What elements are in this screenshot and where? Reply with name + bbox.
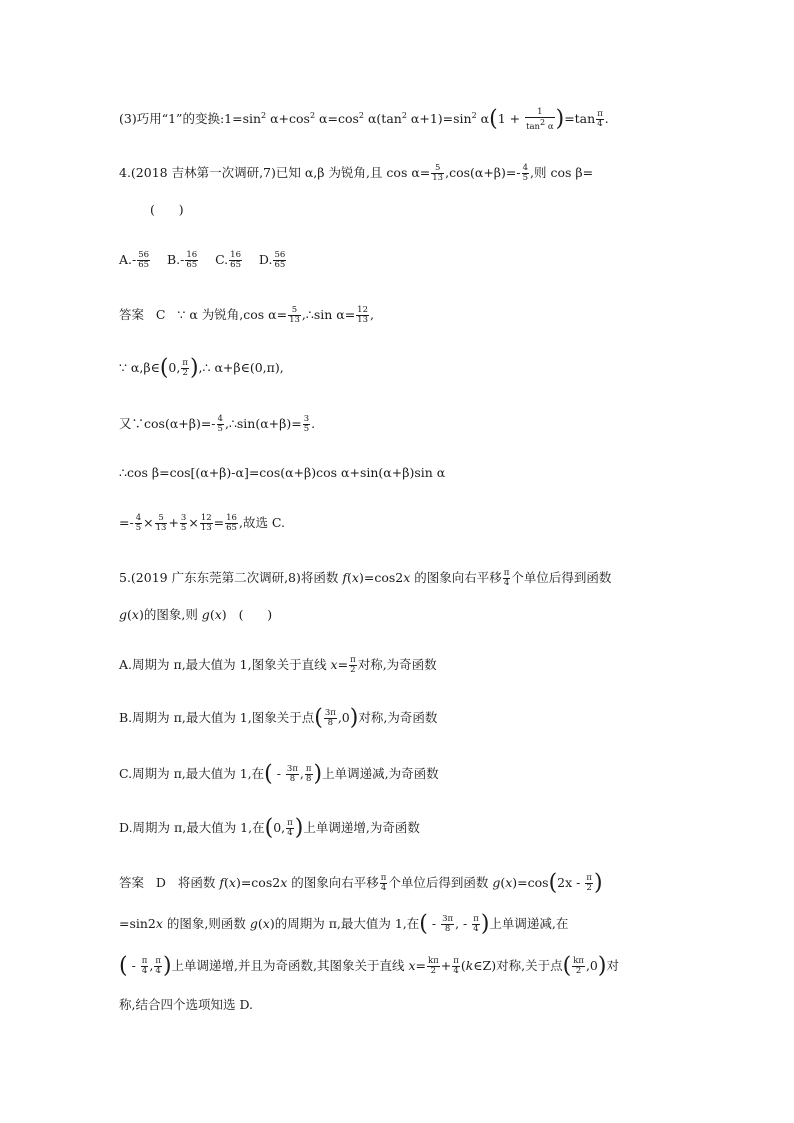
question-4-stem: 4.(2018 吉林第一次调研,7)已知 α,β 为锐角,且 cos α= $\frac{5}{13}$ ,cos(α+β)=- $\frac{4}{5}$ ,则 cos β= <box>119 163 594 183</box>
question-4-options: A.- $\frac{56}{65}$ B.- $\frac{16}{65}$ C. $\frac{16}{65}$ D. $\frac{56}{65}$ <box>119 250 286 270</box>
question-5-stem-2: g(x)的图象,则 g(x) ( ) <box>119 607 273 622</box>
answer-5-line-1: 答案 D 将函数 f(x)=cos2x 的图象向右平移 $\frac{\pi}{4}$ 个单位后得到函数 g(x)=cos(2x - $\frac{\pi}{2}$ ) <box>119 870 603 896</box>
question-5-option-d: D.周期为 π,最大值为 1,在(0, $\frac{\pi}{4}$ )上单调递增,为奇函数 <box>119 815 420 841</box>
question-5-option-a: A.周期为 π,最大值为 1,图象关于直线 x= $\frac{\pi}{2}$ 对称,为奇函数 <box>119 655 437 675</box>
question-5-stem-1: 5.(2019 广东东莞第二次调研,8)将函数 f(x)=cos2x 的图象向右平移 $\frac{\pi}{4}$ 个单位后得到函数 <box>119 568 612 588</box>
question-4-blank: ( ) <box>150 202 184 217</box>
answer-4-line-5: =- $\frac{4}{5}$ × $\frac{5}{13}$ + $\frac{3}{5}$ × $\frac{12}{13}$ = $\frac{16}{65}$ ,故选 C. <box>119 513 286 533</box>
answer-5-line-2: =sin2x 的图象,则函数 g(x)的周期为 π,最大值为 1,在( - $\frac{3\pi}{8}$ , - $\frac{\pi}{4}$ )上单调递减,在 <box>119 911 569 937</box>
text-line-1: (3)巧用“1”的变换$:1=\sin^2$ $\alpha+\cos^2$ $\alpha=\cos^2$ $\alpha(\tan^2$ $\alpha+1)=\sin^2$ α(1 + $\frac{1}{\tan^2 \alpha}$ )=tan $\frac{\pi}{4}$ . <box>119 106 609 132</box>
answer-5-line-3: ( - $\frac{\pi}{4}$ , $\frac{\pi}{4}$ )上单调递增,并且为奇函数,其图象关于直线 x= $\frac{k\pi}{2}$ + $\frac{\pi}{4}$ (k∈Z)对称,关于点( $\frac{k\pi}{2}$ ,0)对 <box>119 953 619 979</box>
answer-4-line-2: ∵ α,β∈(0, $\frac{\pi}{2}$ ),∴ α+β∈(0,π), <box>119 355 284 381</box>
answer-4-line-1: 答案 C ∵ α 为锐角,cos α= $\frac{5}{13}$ ,∴sin α= $\frac{12}{13}$ , <box>119 305 374 325</box>
answer-4-line-4: ∴cos β=cos[(α+β)-α]=cos(α+β)cos α+sin(α+β)sin α <box>119 465 446 480</box>
answer-4-line-3: 又∵cos(α+β)=- $\frac{4}{5}$ ,∴sin(α+β)= $\frac{3}{5}$ . <box>119 414 316 434</box>
answer-5-line-4: 称,结合四个选项知选 D. <box>119 997 253 1012</box>
question-5-option-c: C.周期为 π,最大值为 1,在( - $\frac{3\pi}{8}$ , $\frac{\pi}{8}$ )上单调递减,为奇函数 <box>119 761 439 787</box>
question-5-option-b: B.周期为 π,最大值为 1,图象关于点( $\frac{3\pi}{8}$ ,0)对称,为奇函数 <box>119 705 438 731</box>
